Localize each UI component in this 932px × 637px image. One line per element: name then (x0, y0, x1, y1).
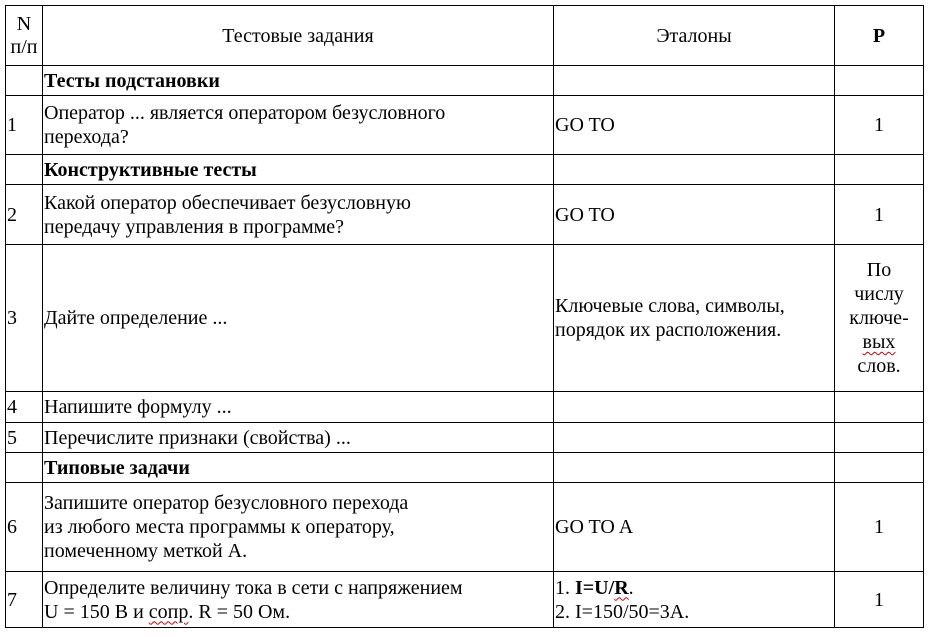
points-line: По (866, 259, 892, 281)
etalon-text: 1. (555, 576, 575, 599)
row-points: 1 (835, 483, 924, 572)
table-row (6, 185, 924, 245)
task-line: помеченному меткой А. (44, 540, 248, 562)
row-etalon (554, 572, 835, 628)
task-line: Какой оператор обеспечивает безусловную (44, 191, 411, 214)
header-num-line2: п/п (10, 35, 38, 58)
task-line: Запишите оператор безусловного перехода (44, 492, 409, 514)
row-etalon: GO TO (554, 96, 835, 155)
section-row (6, 66, 924, 96)
spellcheck-word: сопр (148, 600, 189, 623)
empty-cell (835, 453, 924, 483)
row-points (835, 392, 924, 423)
empty-cell (554, 66, 835, 96)
row-points (835, 245, 924, 392)
row-number: 4 (6, 392, 43, 423)
table-row (6, 423, 924, 453)
header-p: P (835, 6, 924, 66)
row-points: 1 (835, 96, 924, 155)
row-number: 2 (6, 185, 43, 245)
section-row (6, 155, 924, 185)
task-line: из любого места программы к оператору, (44, 516, 395, 538)
header-etalons: Эталоны (554, 6, 835, 66)
row-etalon (554, 423, 835, 453)
points-line: ключе- (849, 307, 909, 329)
row-etalon: GO TO (554, 185, 835, 245)
section-title: Типовые задачи (43, 453, 554, 483)
row-points (835, 423, 924, 453)
empty-cell (835, 66, 924, 96)
etalon-text: . (628, 576, 634, 599)
empty-cell (6, 66, 43, 96)
etalon-formula (575, 577, 629, 599)
row-task (43, 572, 554, 628)
header-num (6, 6, 43, 66)
row-task: Дайте определение ... (43, 245, 554, 392)
empty-cell (6, 453, 43, 483)
row-points: 1 (835, 185, 924, 245)
row-task (43, 96, 554, 155)
table-row (6, 572, 924, 628)
task-line: Определите величину тока в сети с напряжением (44, 576, 463, 599)
empty-cell (835, 155, 924, 185)
header-num-line1: N (16, 12, 32, 35)
row-number: 7 (6, 572, 43, 628)
section-title: Тесты подстановки (43, 66, 554, 96)
row-task: Напишите формулу ... (43, 392, 554, 423)
task-line: Оператор ... является оператором безусловного (44, 102, 446, 124)
empty-cell (554, 453, 835, 483)
formula-text: I=U/ (575, 576, 615, 599)
etalon-line: 2. I=150/50=3А. (555, 600, 690, 623)
row-task (43, 483, 554, 572)
empty-cell (6, 155, 43, 185)
row-points: 1 (835, 572, 924, 628)
etalon-line: Ключевые слова, символы, (555, 295, 785, 317)
row-number: 1 (6, 96, 43, 155)
row-task (43, 185, 554, 245)
test-table (5, 5, 924, 628)
row-etalon: GO TO A (554, 483, 835, 572)
task-line: передачу управления в программе? (44, 215, 345, 238)
row-number: 3 (6, 245, 43, 392)
header-row (6, 6, 924, 66)
etalon-line: порядок их расположения. (555, 319, 782, 341)
section-row (6, 453, 924, 483)
points-line (835, 330, 923, 354)
task-line: перехода? (44, 126, 129, 148)
row-etalon (554, 392, 835, 423)
empty-cell (554, 155, 835, 185)
table-row (6, 245, 924, 392)
row-task: Перечислите признаки (свойства) ... (43, 423, 554, 453)
task-text: . R = 50 Ом. (188, 600, 291, 623)
points-line: слов. (857, 355, 901, 377)
etalon-line (555, 576, 834, 600)
section-title: Конструктивные тесты (43, 155, 554, 185)
task-text: U = 150 В и (44, 600, 149, 623)
table-row (6, 392, 924, 423)
table-row (6, 96, 924, 155)
spellcheck-word: вых (862, 331, 896, 353)
row-etalon (554, 245, 835, 392)
spellcheck-word: R (614, 576, 629, 599)
header-tasks: Тестовые задания (43, 6, 554, 66)
row-number: 5 (6, 423, 43, 453)
task-line (44, 600, 553, 624)
table-row (6, 483, 924, 572)
row-number: 6 (6, 483, 43, 572)
points-line: числу (854, 283, 904, 305)
